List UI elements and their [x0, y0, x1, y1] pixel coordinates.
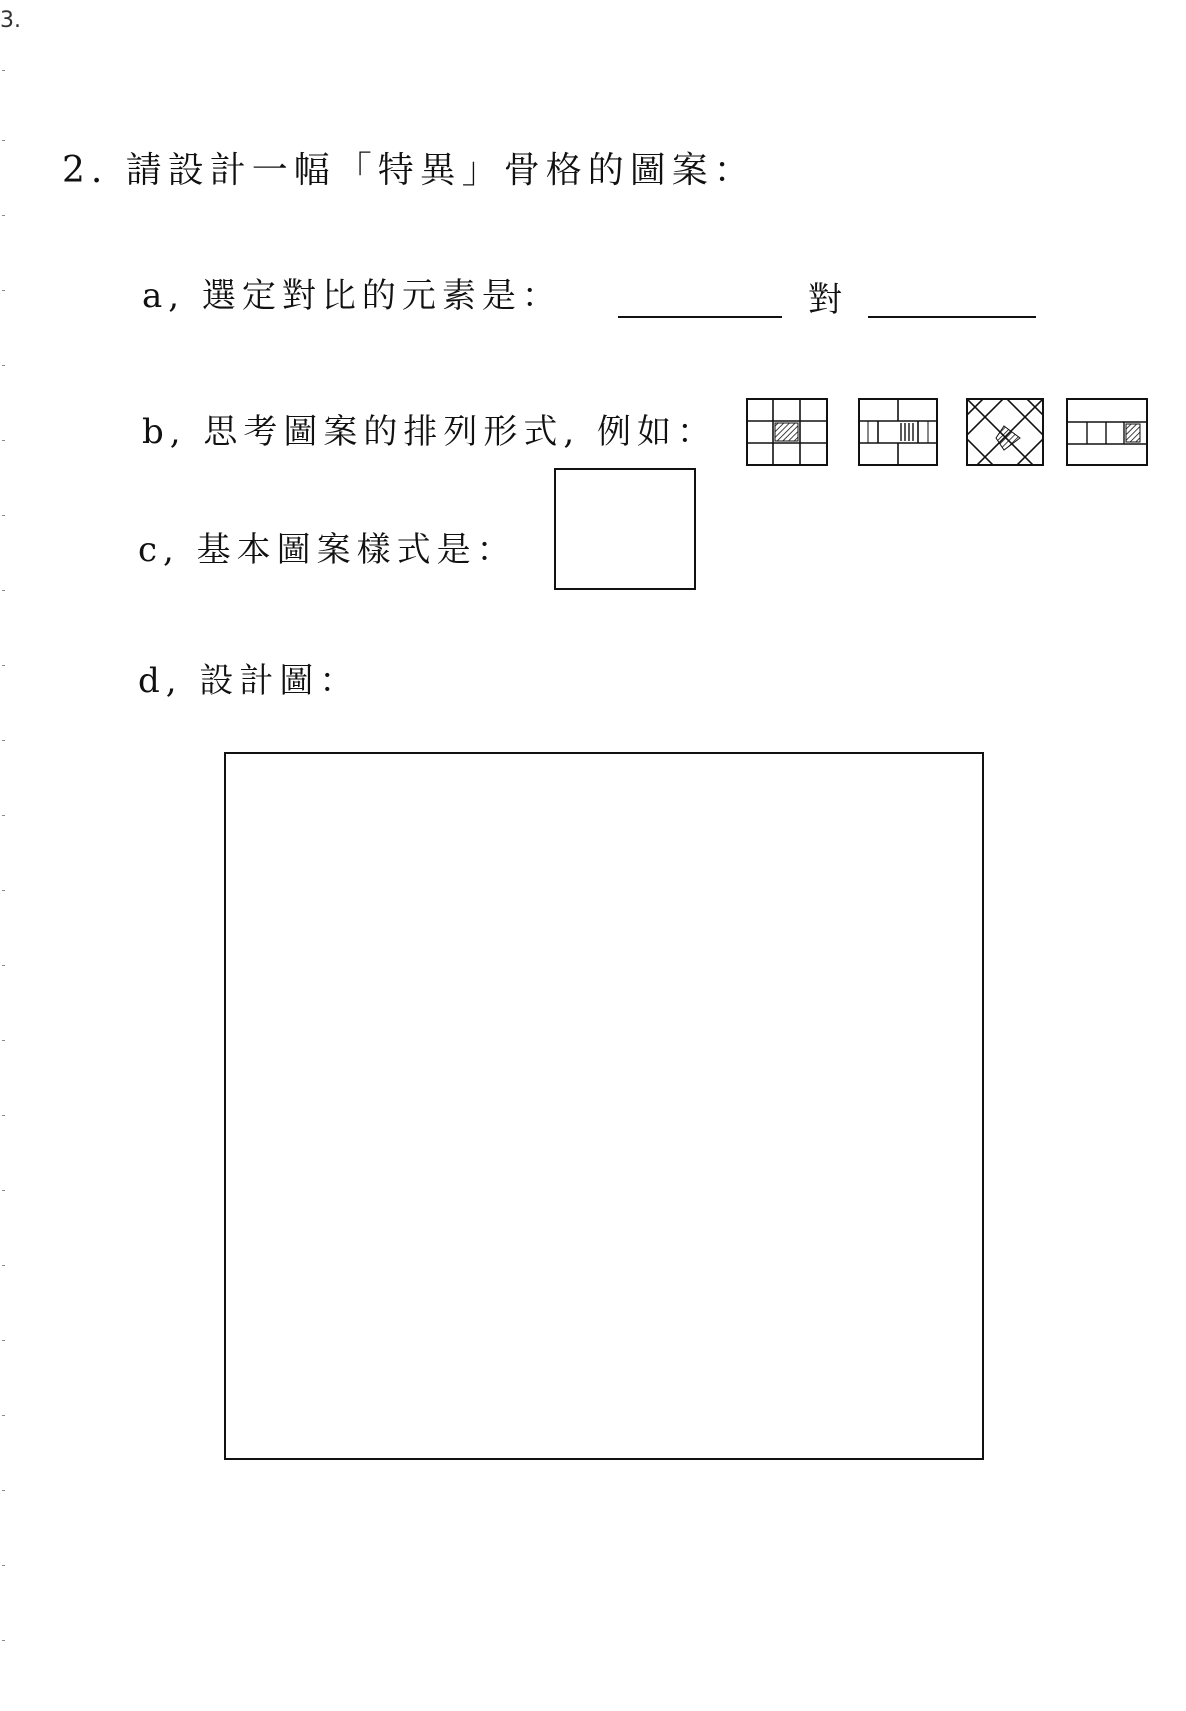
margin-tick	[2, 665, 5, 666]
margin-tick	[2, 1340, 5, 1341]
margin-tick	[2, 1490, 5, 1491]
margin-tick	[2, 965, 5, 966]
brick-anomaly-example	[858, 398, 938, 466]
row-anomaly-example	[1066, 398, 1148, 466]
margin-tick	[2, 290, 5, 291]
diagonal-anomaly-example	[966, 398, 1044, 466]
margin-tick	[2, 70, 5, 71]
margin-tick	[2, 1265, 5, 1266]
margin-tick	[2, 1040, 5, 1041]
margin-tick	[2, 1640, 5, 1641]
design-drawing-area[interactable]	[224, 752, 984, 1460]
margin-tick	[2, 1415, 5, 1416]
answer-blank-second-element[interactable]	[868, 316, 1036, 318]
answer-blank-first-element[interactable]	[618, 316, 782, 318]
margin-tick	[2, 740, 5, 741]
grid-anomaly-example	[746, 398, 828, 466]
margin-tick	[2, 815, 5, 816]
item-a-label: a, 選定對比的元素是：	[142, 276, 562, 316]
margin-tick	[2, 215, 5, 216]
margin-tick	[2, 890, 5, 891]
margin-tick	[2, 140, 5, 141]
margin-tick	[2, 1190, 5, 1191]
item-c-label: c, 基本圖案樣式是：	[138, 530, 517, 570]
margin-tick	[2, 1565, 5, 1566]
margin-tick	[2, 590, 5, 591]
versus-label: 對	[808, 280, 842, 320]
margin-tick	[2, 515, 5, 516]
corner-mark: 3.	[0, 8, 21, 33]
question-title: 2. 請設計一幅「特異」骨格的圖案：	[62, 150, 756, 191]
item-b-label: b, 思考圖案的排列形式, 例如：	[142, 412, 717, 452]
item-d-label: d, 設計圖：	[138, 661, 360, 701]
basic-pattern-box[interactable]	[554, 468, 696, 590]
margin-tick	[2, 365, 5, 366]
margin-tick	[2, 440, 5, 441]
margin-tick	[2, 1115, 5, 1116]
